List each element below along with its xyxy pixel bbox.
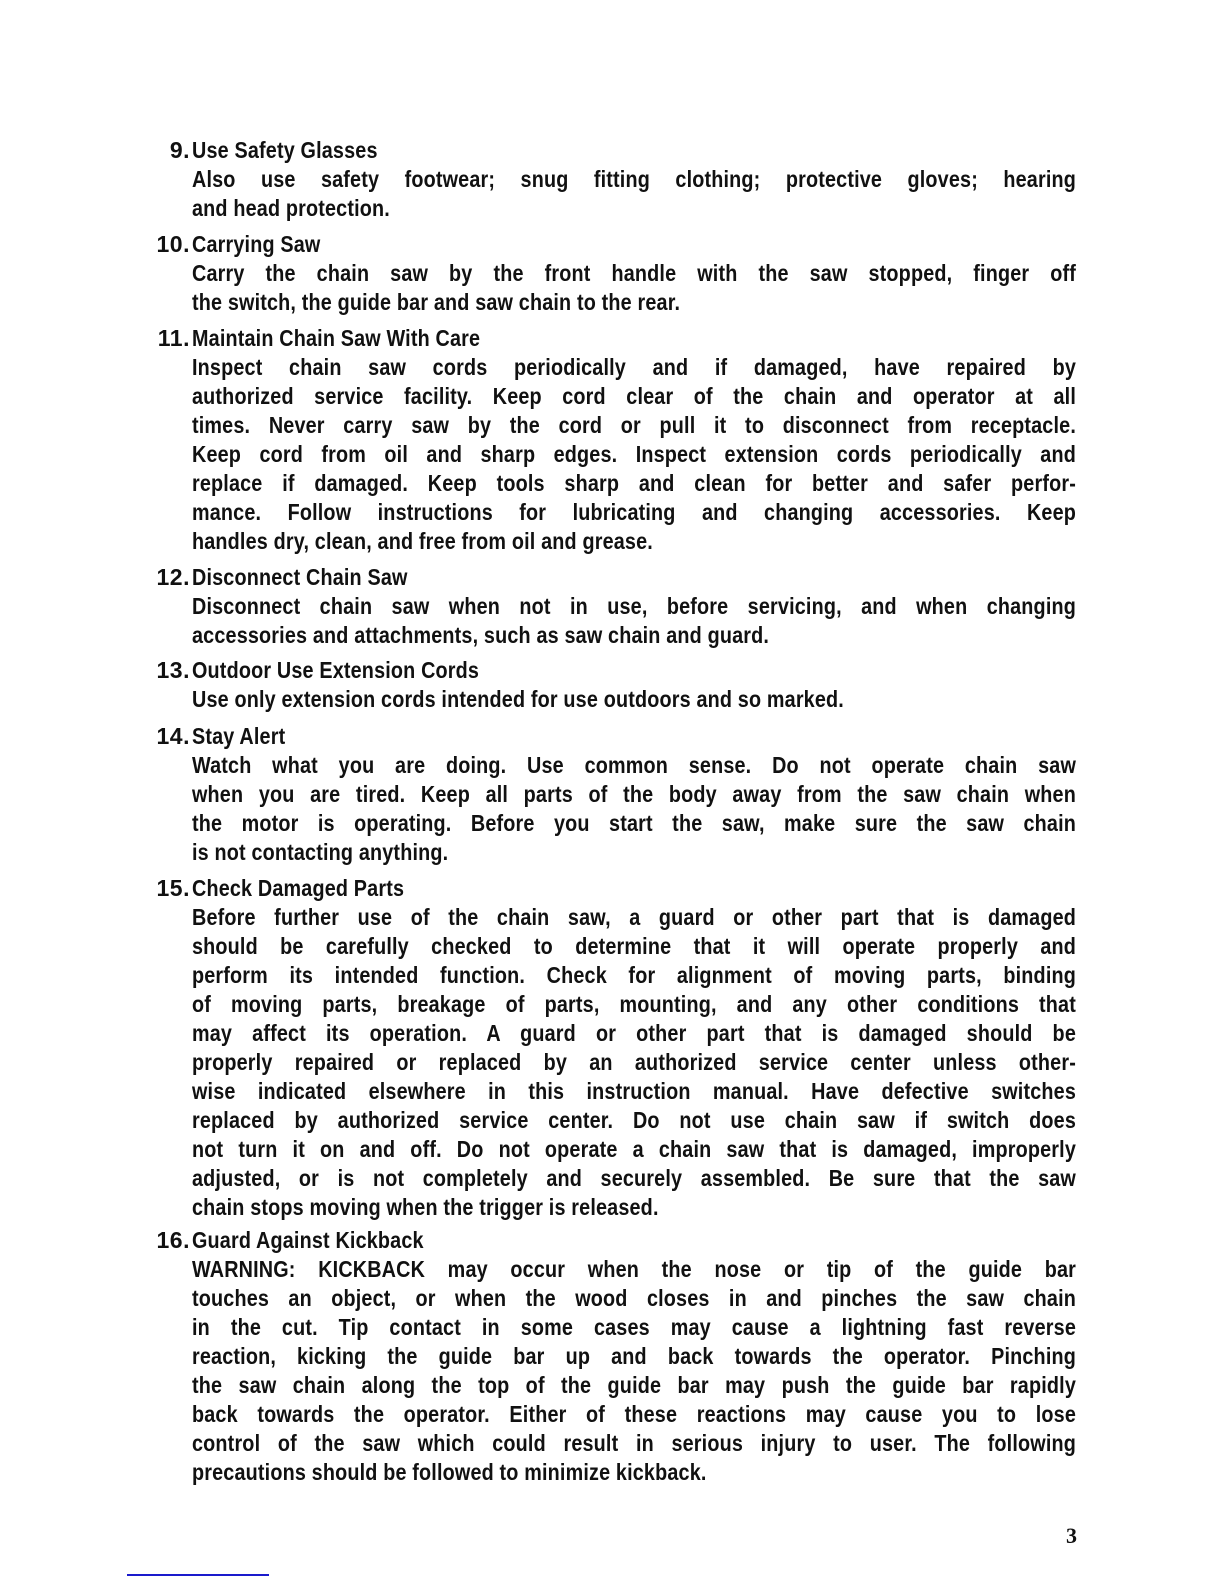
body-line: not turn it on and off. Do not operate a chain saw that is damaged, improperly (192, 1136, 1076, 1162)
safety-item-13 (148, 656, 1078, 714)
heading-text: Maintain Chain Saw With Care (192, 325, 481, 351)
body-line: adjusted, or is not completely and securely assembled. Be sure that the saw (192, 1165, 1076, 1191)
body-line: Disconnect chain saw when not in use, before servicing, and when changing (192, 593, 1076, 619)
item-heading (192, 722, 1078, 751)
item-heading (192, 136, 1078, 165)
body-line: control of the saw which could result in serious injury to user. The following (192, 1430, 1076, 1456)
body-line: Inspect chain saw cords periodically and if damaged, have repaired by (192, 354, 1076, 380)
safety-item-10 (148, 230, 1078, 317)
body-line: may affect its operation. A guard or other part that is damaged should be (192, 1020, 1076, 1046)
item-number: 13. (156, 657, 190, 683)
body-line: Also use safety footwear; snug fitting clothing; protective gloves; hearing (192, 166, 1076, 192)
item-number: 9. (169, 137, 190, 163)
body-line: replace if damaged. Keep tools sharp and clean for better and safer perfor- (192, 470, 1076, 496)
safety-item-15 (148, 874, 1078, 1222)
item-heading (192, 874, 1078, 903)
item-body (192, 592, 1078, 650)
heading-text: Check Damaged Parts (192, 875, 405, 901)
item-number: 10. (156, 231, 190, 257)
body-line: times. Never carry saw by the cord or pull it to disconnect from receptacle. (192, 412, 1076, 438)
body-line: Watch what you are doing. Use common sense. Do not operate chain saw (192, 752, 1076, 778)
body-line: and head protection. (192, 195, 390, 221)
heading-text: Stay Alert (192, 723, 286, 749)
item-body (192, 353, 1078, 556)
item-heading (192, 1226, 1078, 1255)
body-line: Keep cord from oil and sharp edges. Inspect extension cords periodically and (192, 441, 1076, 467)
item-number: 14. (156, 723, 190, 749)
item-heading (192, 324, 1078, 353)
body-line: handles dry, clean, and free from oil and grease. (192, 528, 653, 554)
item-heading (192, 656, 1078, 685)
body-line: replaced by authorized service center. Do not use chain saw if switch does (192, 1107, 1076, 1133)
item-body (192, 685, 1078, 714)
body-line: precautions should be followed to minimize kickback. (192, 1459, 707, 1485)
body-line: chain stops moving when the trigger is released. (192, 1194, 659, 1220)
body-line: of moving parts, breakage of parts, mounting, and any other conditions that (192, 991, 1076, 1017)
item-body (192, 903, 1078, 1222)
body-line: touches an object, or when the wood closes in and pinches the saw chain (192, 1285, 1076, 1311)
heading-text: Use Safety Glasses (192, 137, 378, 163)
item-number: 15. (156, 875, 190, 901)
body-line: Before further use of the chain saw, a guard or other part that is damaged (192, 904, 1076, 930)
body-line: in the cut. Tip contact in some cases may cause a lightning fast reverse (192, 1314, 1076, 1340)
body-line: properly repaired or replaced by an authorized service center unless other- (192, 1049, 1076, 1075)
item-heading (192, 230, 1078, 259)
safety-item-14 (148, 722, 1078, 867)
item-number: 12. (156, 564, 190, 590)
item-body (192, 259, 1078, 317)
item-body (192, 751, 1078, 867)
safety-item-11 (148, 324, 1078, 556)
heading-text: Outdoor Use Extension Cords (192, 657, 480, 683)
body-line: the motor is operating. Before you start the saw, make sure the saw chain (192, 810, 1076, 836)
safety-item-12 (148, 563, 1078, 650)
body-line: WARNING: KICKBACK may occur when the nose or tip of the guide bar (192, 1256, 1076, 1282)
body-line: perform its intended function. Check for alignment of moving parts, binding (192, 962, 1076, 988)
item-body (192, 165, 1078, 223)
item-number: 16. (156, 1227, 190, 1253)
body-line: reaction, kicking the guide bar up and back towards the operator. Pinching (192, 1343, 1076, 1369)
heading-text: Carrying Saw (192, 231, 321, 257)
body-line: is not contacting anything. (192, 839, 449, 865)
body-line: back towards the operator. Either of these reactions may cause you to lose (192, 1401, 1076, 1427)
body-line: when you are tired. Keep all parts of the body away from the saw chain when (192, 781, 1076, 807)
body-line: Use only extension cords intended for use outdoors and so marked. (192, 686, 844, 712)
safety-item-16 (148, 1226, 1078, 1487)
body-line: accessories and attachments, such as saw chain and guard. (192, 622, 770, 648)
body-line: should be carefully checked to determine that it will operate properly and (192, 933, 1076, 959)
item-number: 11. (157, 325, 190, 351)
body-line: the saw chain along the top of the guide bar may push the guide bar rapidly (192, 1372, 1076, 1398)
heading-text: Guard Against Kickback (192, 1227, 424, 1253)
body-line: authorized service facility. Keep cord clear of the chain and operator at all (192, 383, 1076, 409)
body-line: wise indicated elsewhere in this instruction manual. Have defective switches (192, 1078, 1076, 1104)
item-heading (192, 563, 1078, 592)
footer-rule (127, 1574, 269, 1576)
safety-item-9 (148, 136, 1078, 223)
body-line: the switch, the guide bar and saw chain to the rear. (192, 289, 681, 315)
body-line: Carry the chain saw by the front handle with the saw stopped, finger off (192, 260, 1076, 286)
page-number: 3 (1066, 1523, 1077, 1548)
heading-text: Disconnect Chain Saw (192, 564, 408, 590)
body-line: mance. Follow instructions for lubricating and changing accessories. Keep (192, 499, 1076, 525)
item-body (192, 1255, 1078, 1487)
